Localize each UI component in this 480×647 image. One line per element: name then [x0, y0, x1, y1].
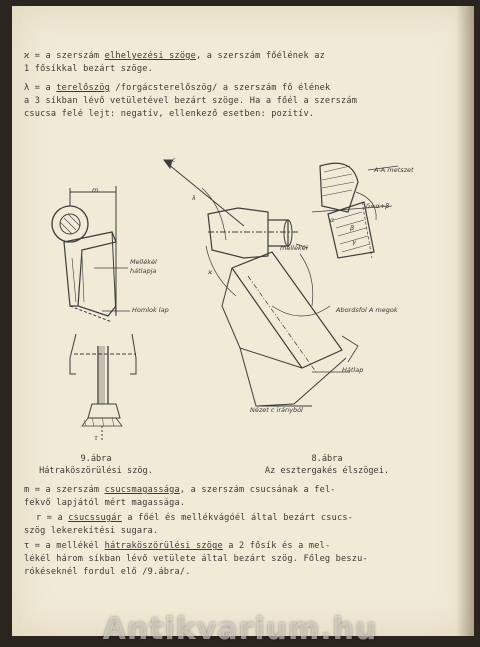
fig9-drawing	[52, 186, 136, 440]
label-mellekel-hatlapja-2: hátlapja	[130, 267, 157, 275]
tau-line-2: lékél három síkban lévő vetülete által bezárt szög. Főleg beszu-	[24, 554, 368, 564]
label-tau: τ	[94, 434, 98, 442]
label-aa-metszet: A-A metszet	[374, 166, 414, 174]
label-gamma: γ	[352, 238, 356, 246]
label-alpha: α	[330, 216, 335, 224]
fig8-title: Az esztergakés élszögei.	[264, 466, 390, 476]
tau-line-1: τ = a mellékél hátraköszörülési szöge a 2 fősík és a mel-	[24, 541, 331, 551]
label-hatlap: Hátlap	[342, 366, 364, 374]
lambda-term: terelőszög	[56, 83, 110, 93]
document-page	[12, 6, 474, 636]
kappa-line-2: 1 fősíkkal bezárt szöge.	[24, 64, 153, 74]
tau-line-3: rókéseknél fordul elő /9.ábra/.	[24, 567, 191, 577]
lambda-line-1: λ = a terelőszög /forgácsterelőszög/ a szerszám fő élének	[24, 83, 331, 93]
fig8-number: 8.ábra	[311, 454, 343, 464]
m-term: csucsmagassága	[104, 485, 180, 495]
r-line-2: szög lekerekítési sugara.	[24, 526, 159, 536]
m-line-2: fekvő lapjától mért magassága.	[24, 498, 186, 508]
m-line-1: m = a szerszám csucsmagassága, a szerszám csucsának a fel-	[24, 485, 336, 495]
label-c: c	[172, 156, 176, 164]
label-delta: δ=α+β	[366, 202, 390, 210]
lambda-line-3: csucsa felé lejt: negatív, ellenkező esetben: pozitív.	[24, 109, 315, 119]
kappa-term: elhelyezési szöge	[104, 51, 196, 61]
label-mellekel: mellékél	[280, 244, 308, 252]
tau-term: hátraköszörülési szöge	[104, 541, 223, 551]
label-beta: β	[350, 224, 355, 232]
r-term: csucssugár	[68, 513, 122, 523]
label-kappa: ϰ	[208, 268, 213, 276]
watermark: Antikvarium.hu	[102, 612, 378, 647]
label-fovago-el: Abordsfol A megok	[336, 306, 398, 314]
label-homlok-lap: Homlok lap	[132, 306, 169, 314]
technical-drawing	[12, 6, 474, 446]
label-lambda: λ	[192, 194, 196, 202]
fig9-caption	[26, 454, 166, 476]
label-nezet: Nézet c irányból	[250, 406, 303, 414]
label-mellekel-hatlapja-1: Mellékél	[130, 258, 157, 266]
kappa-line-1: ϰ = a szerszám elhelyezési szöge, a szerszám főélének az	[24, 51, 325, 61]
lambda-line-2: a 3 síkban lévő vetületével bezárt szöge. Ha a főél a szerszám	[24, 96, 358, 106]
fig9-number: 9.ábra	[80, 454, 112, 464]
label-m: m	[92, 186, 99, 194]
r-line-1: r = a csucssugár a főél és mellékvágóél által bezárt csucs-	[36, 513, 354, 523]
fig9-title: Hátraköszörülési szög.	[39, 466, 153, 476]
fig8-caption	[242, 454, 412, 476]
